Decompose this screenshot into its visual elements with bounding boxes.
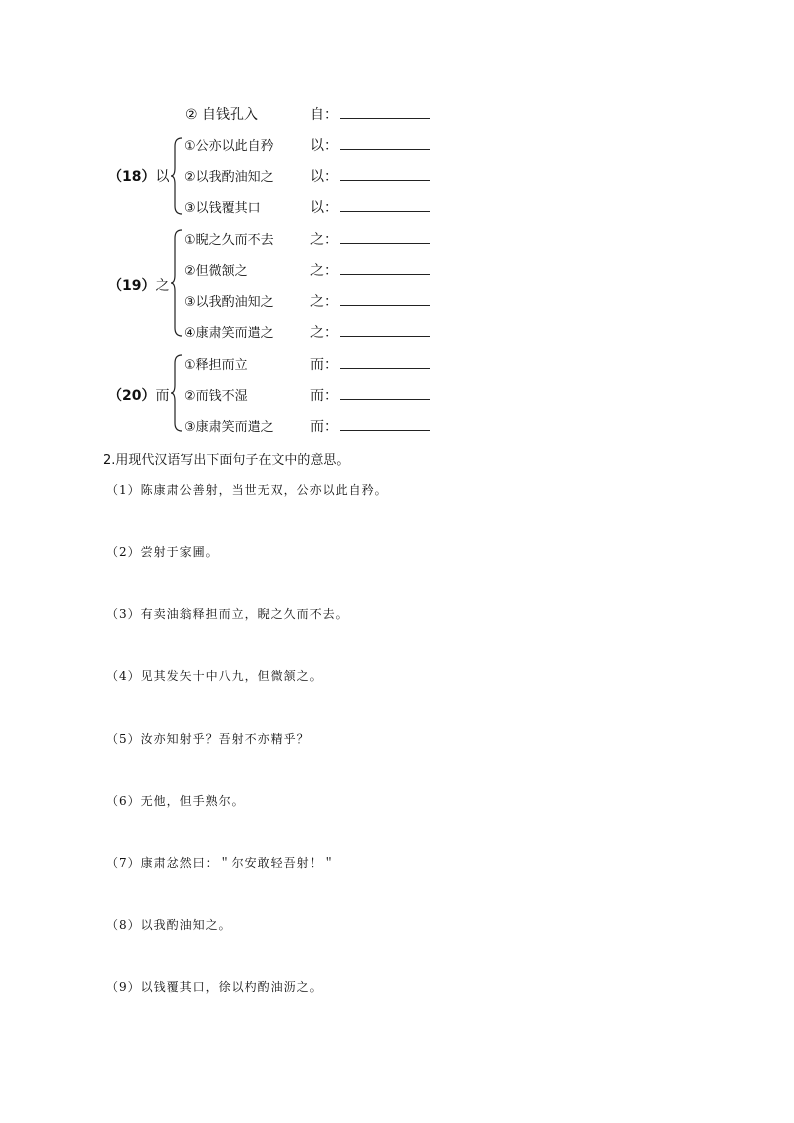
target-word: 之： — [310, 263, 338, 279]
item-text: ②但微颔之 — [184, 264, 248, 279]
answer-blank[interactable] — [340, 336, 430, 337]
sentence-item: （8）以我酌油知之。 — [106, 918, 232, 932]
target-word: 之： — [310, 232, 338, 248]
answer-blank[interactable] — [340, 243, 430, 244]
item-text: ② 自钱孔入 — [185, 107, 259, 123]
sentence-item: （7）康肃忿然曰：＂尔安敢轻吾射！＂ — [106, 856, 336, 870]
sentence-item: （5）汝亦知射乎？吾射不亦精乎？ — [106, 732, 310, 746]
answer-blank[interactable] — [340, 430, 430, 431]
group-number: （20） — [108, 388, 156, 404]
answer-blank[interactable] — [340, 180, 430, 181]
sentence-item: （4）见其发矢十中八九，但微颔之。 — [106, 669, 323, 683]
sentence-item: （6）无他，但手熟尔。 — [106, 794, 245, 808]
target-word: 自： — [310, 107, 338, 123]
group-character: 而 — [155, 388, 170, 404]
answer-blank[interactable] — [340, 399, 430, 400]
sentence-item: （1）陈康肃公善射，当世无双，公亦以此自矜。 — [106, 483, 388, 497]
group-number: （19） — [108, 278, 156, 294]
group-label-18 — [108, 166, 169, 186]
target-word: 而： — [310, 388, 338, 404]
answer-blank[interactable] — [340, 274, 430, 275]
target-word: 以： — [310, 138, 338, 154]
target-word: 而： — [310, 357, 338, 373]
answer-blank[interactable] — [340, 149, 430, 150]
item-text: ③以我酌油知之 — [184, 295, 274, 310]
item-text: ③康肃笑而遣之 — [184, 420, 274, 435]
group-character: 以 — [155, 169, 170, 185]
item-text: ①释担而立 — [184, 358, 248, 373]
item-text: ②以我酌油知之 — [184, 170, 274, 185]
brace-icon — [170, 228, 184, 338]
sentence-item: （3）有卖油翁释担而立，睨之久而不去。 — [106, 607, 349, 621]
item-text: ④康肃笑而遣之 — [184, 326, 274, 341]
group-label-20 — [108, 385, 169, 405]
target-word: 而： — [310, 419, 338, 435]
answer-blank[interactable] — [340, 305, 430, 306]
target-word: 以： — [310, 169, 338, 185]
item-text: ②而钱不湿 — [184, 389, 248, 404]
brace-icon — [170, 136, 184, 216]
target-word: 之： — [310, 325, 338, 341]
answer-blank[interactable] — [340, 118, 430, 119]
group-character: 之 — [155, 278, 170, 294]
answer-blank[interactable] — [340, 211, 430, 212]
group-number: （18） — [108, 169, 156, 185]
answer-blank[interactable] — [340, 368, 430, 369]
question-title: 2.用现代汉语写出下面句子在文中的意思。 — [103, 453, 350, 468]
group-label-19 — [108, 275, 169, 295]
sentence-item: （2）尝射于家圃。 — [106, 545, 219, 559]
target-word: 以： — [310, 200, 338, 216]
item-text: ①睨之久而不去 — [184, 233, 274, 248]
brace-icon — [170, 353, 184, 433]
target-word: 之： — [310, 294, 338, 310]
item-text: ③以钱覆其口 — [184, 201, 261, 216]
sentence-item: （9）以钱覆其口，徐以杓酌油沥之。 — [106, 980, 323, 994]
item-text: ①公亦以此自矜 — [184, 139, 274, 154]
